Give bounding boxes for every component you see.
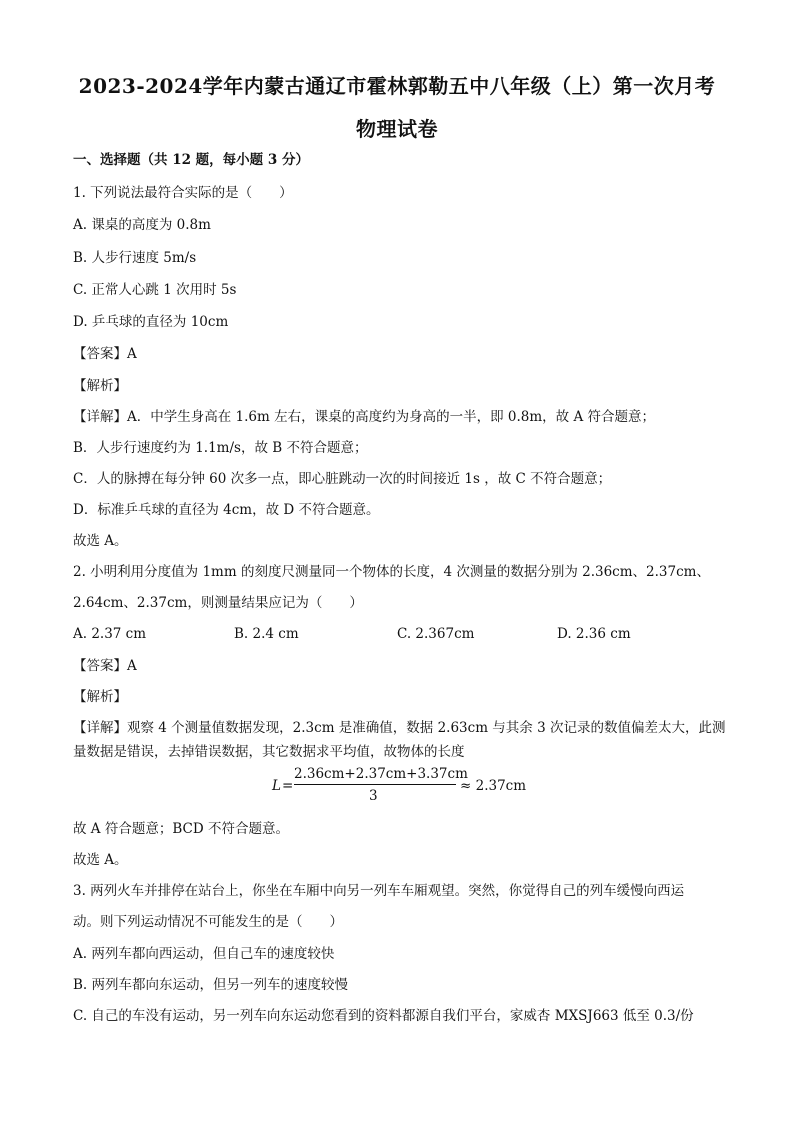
q2-detail-1: 【详解】观察 4 个测量值数据发现，2.3cm 是准确值，数据 2.63cm 与其余 3 次记录的数值偏差太大，此测: [73, 720, 726, 736]
q3-option-c: C. 自己的车没有运动，另一列车向东运动您看到的资料都源自我们平台，家威杏 MXSJ663 低至 0.3/份: [73, 1008, 694, 1024]
q3-option-a: A. 两列车都向西运动，但自己车的速度较快: [73, 946, 335, 962]
q1-detail-4: D．标准乒乓球的直径为 4cm，故 D 不符合题意。: [73, 502, 380, 518]
q2-option-d: D. 2.36 cm: [557, 626, 631, 642]
q3-stem-line-2: 动。则下列运动情况不可能发生的是（ ）: [73, 914, 343, 930]
q1-conclusion: 故选 A。: [73, 533, 128, 549]
section-heading: 一、选择题（共 12 题，每小题 3 分）: [73, 152, 309, 168]
formula-result: ≈ 2.37cm: [460, 778, 527, 794]
q1-analysis-label: 【解析】: [73, 378, 127, 394]
q1-detail-1: 【详解】A．中学生身高在 1.6m 左右，课桌的高度约为身高的一半，即 0.8m，故 A 符合题意；: [73, 409, 655, 425]
average-formula: [272, 764, 532, 814]
q1-option-d: D. 乒乓球的直径为 10cm: [73, 314, 229, 330]
q1-answer: 【答案】A: [73, 346, 137, 362]
q1-option-c: C. 正常人心跳 1 次用时 5s: [73, 282, 237, 298]
q2-conclusion: 故选 A。: [73, 852, 128, 868]
exam-subtitle: 物理试卷: [356, 117, 438, 141]
q3-option-b: B. 两列车都向东运动，但另一列车的速度较慢: [73, 977, 349, 993]
q1-option-a: A. 课桌的高度为 0.8m: [73, 217, 211, 233]
q1-stem: 1. 下列说法最符合实际的是（ ）: [73, 185, 293, 201]
q1-option-b: B. 人步行速度 5m/s: [73, 250, 197, 266]
q1-detail-2: B．人步行速度约为 1.1m/s，故 B 不符合题意；: [73, 440, 368, 456]
exam-title: 2023-2024学年内蒙古通辽市霍林郭勒五中八年级（上）第一次月考: [78, 74, 716, 98]
q2-analysis-label: 【解析】: [73, 689, 127, 705]
q3-stem-line-1: 3. 两列火车并排停在站台上，你坐在车厢中向另一列车车厢观望。突然，你觉得自己的列车缓慢向西运: [73, 883, 685, 899]
q1-detail-3: C．人的脉搏在每分钟 60 次多一点，即心脏跳动一次的时间接近 1s ，故 C 不符合题意；: [73, 471, 612, 487]
q2-stem-line-2: 2.64cm、2.37cm，则测量结果应记为（ ）: [73, 595, 363, 611]
q2-option-a: A. 2.37 cm: [73, 626, 147, 642]
q2-option-c: C. 2.367cm: [397, 626, 475, 642]
q2-option-b: B. 2.4 cm: [234, 626, 299, 642]
formula-numerator: 2.36cm+2.37cm+3.37cm: [294, 766, 468, 782]
formula-denominator: 3: [369, 788, 378, 804]
fraction-bar: [294, 784, 456, 785]
formula-equals: =: [282, 778, 294, 794]
q2-stem-line-1: 2. 小明利用分度值为 1mm 的刻度尺测量同一个物体的长度，4 次测量的数据分别为 2.36cm、2.37cm、: [73, 564, 710, 580]
q2-detail-3: 故 A 符合题意；BCD 不符合题意。: [73, 821, 289, 837]
q2-detail-2: 量数据是错误，去掉错误数据，其它数据求平均值，故物体的长度: [73, 744, 465, 760]
formula-lhs: L: [272, 778, 281, 794]
q2-answer: 【答案】A: [73, 658, 137, 674]
